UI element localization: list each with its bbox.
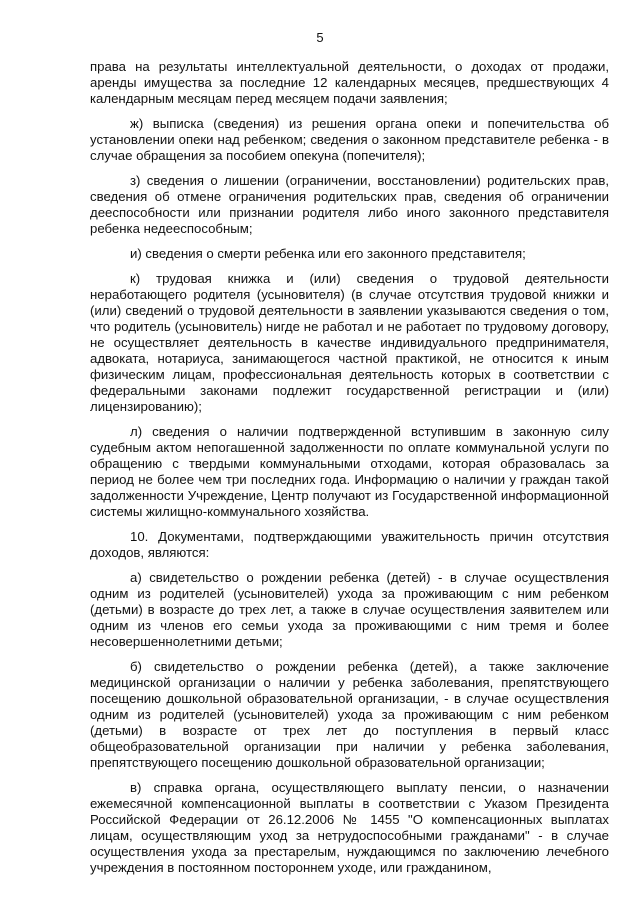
paragraph-a-birth-certificate: а) свидетельство о рождении ребенка (детей) - в случае осуществления одним из родителей (усыновителей) ухода за проживающим с ним ребенком (детьми) в возрасте до трех лет, а также в случае осуществления заявителем или одним из членов его семьи ухода за проживающими с ним тремя и более несовершеннолетними детьми; [90,570,609,649]
paragraph-zh-guardianship: ж) выписка (сведения) из решения органа опеки и попечительства об установлении опеки над ребенком; сведения о законном представителе ребенка - в случае обращения за пособием опекуна (попечителя); [90,116,609,163]
paragraph-v-pension-certificate: в) справка органа, осуществляющего выплату пенсии, о назначении ежемесячной компенсационной выплаты в соответствии с Указом Президента Российской Федерации от 26.12.2006 № 1455 "О компенсационных выплатах лицам, осуществляющим уход за нетрудоспособными гражданами" - в случае осуществления ухода за престарелым, нуждающимся по заключению лечебного учреждения в постоянном постороннем уходе, или гражданином, [90,780,609,875]
paragraph-income-continuation: права на результаты интеллектуальной деятельности, о доходах от продажи, аренды имущества за последние 12 календарных месяцев, предшествующих 4 календарным месяцам перед месяцем подачи заявления; [90,59,609,106]
paragraph-k-employment-record: к) трудовая книжка и (или) сведения о трудовой деятельности неработающего родителя (усыновителя) (в случае отсутствия трудовой книжки и (или) сведений о трудовой деятельности в заявлении указываются сведения о том, что родитель (усыновитель) нигде не работал и не работает по трудовому договору, не осуществляет деятельность в качестве индивидуального предпринимателя, адвоката, нотариуса, занимающегося частной практикой, не относится к иным физическим лицам, профессиональная деятельность которых в соответствии с федеральными законами подлежит государственной регистрации и (или) лицензированию); [90,271,609,414]
paragraph-i-death-info: и) сведения о смерти ребенка или его законного представителя; [130,246,526,261]
paragraph-z-parental-rights: з) сведения о лишении (ограничении, восстановлении) родительских прав, сведения об отмене ограничения родительских прав, сведения об ограничении дееспособности или признании родителя либо иного законного представителя ребенка недееспособным; [90,173,609,236]
paragraph-l-utility-debt: л) сведения о наличии подтвержденной вступившим в законную силу судебным актом непогашенной задолженности по оплате коммунальной услуги по обращению с твердыми коммунальными отходами, которая образовалась за период не более чем три последних года. Информацию о наличии у граждан такой задолженности Учреждение, Центр получают из Государственной информационной системы жилищно-коммунального хозяйства. [90,424,609,519]
paragraph-10-valid-reasons: 10. Документами, подтверждающими уважительность причин отсутствия доходов, являются: [90,529,609,560]
paragraph-b-medical-conclusion: б) свидетельство о рождении ребенка (детей), а также заключение медицинской организации о наличии у ребенка заболевания, препятствующего посещению дошкольной образовательной организации, - в случае осуществления одним из родителей (усыновителей) ухода за проживающим с ним ребенком (детьми) в возрасте от трех лет до поступления в первый класс общеобразовательной организации при наличии у ребенка заболевания, препятствующего посещению дошкольной образовательной организации; [90,659,609,770]
page-number: 5 [316,30,324,45]
document-body [90,59,609,885]
